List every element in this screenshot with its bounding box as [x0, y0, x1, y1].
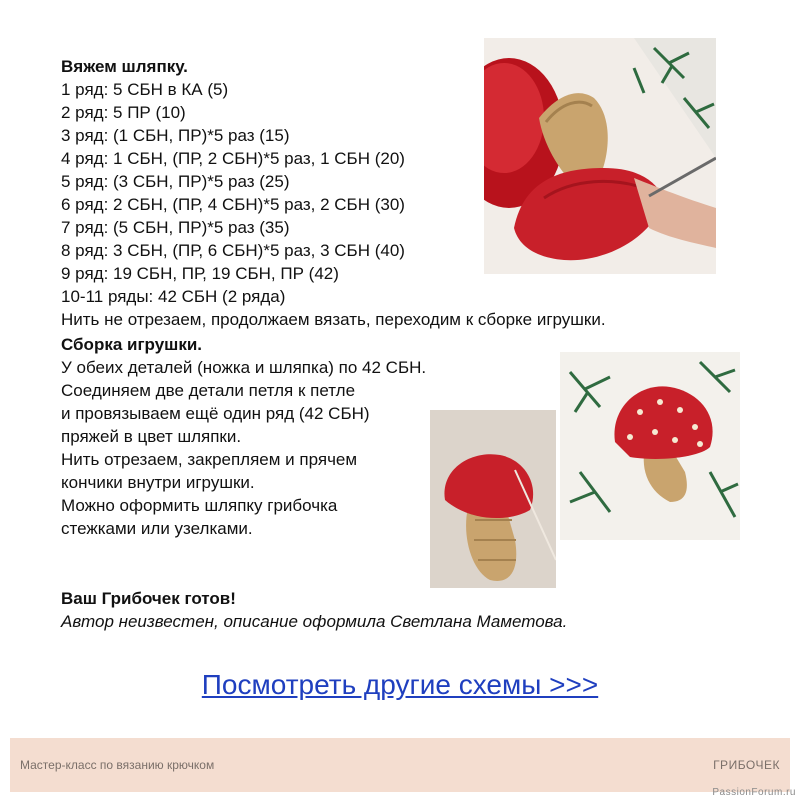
assembly-line: стежками или узелками. — [61, 519, 253, 538]
photo-assembly — [430, 410, 556, 588]
photo-crocheting-cap — [484, 38, 716, 274]
assembly-line: Нить отрезаем, закрепляем и прячем — [61, 450, 358, 469]
section-title-assembly: Сборка игрушки. — [61, 335, 203, 354]
pattern-row: 9 ряд: 19 СБН, ПР, 19 СБН, ПР (42) — [61, 264, 339, 283]
footer-banner — [10, 738, 790, 792]
pattern-row: 5 ряд: (3 СБН, ПР)*5 раз (25) — [61, 172, 290, 191]
pattern-row: 6 ряд: 2 СБН, (ПР, 4 СБН)*5 раз, 2 СБН (30) — [61, 195, 405, 214]
footer-category: Мастер-класс по вязанию крючком — [20, 758, 215, 772]
assembly-line: У обеих деталей (ножка и шляпка) по 42 СБН. — [61, 358, 427, 377]
assembly-line: Можно оформить шляпку грибочка — [61, 496, 338, 515]
pattern-row: 1 ряд: 5 СБН в КА (5) — [61, 80, 229, 99]
pattern-row: 7 ряд: (5 СБН, ПР)*5 раз (35) — [61, 218, 290, 237]
author-credit: Автор неизвестен, описание оформила Светлана Маметова. — [61, 612, 568, 631]
section-title-cap: Вяжем шляпку. — [61, 57, 188, 76]
done-heading: Ваш Грибочек готов! — [61, 589, 236, 608]
photo-finished-mushroom — [560, 352, 740, 540]
pattern-row: 2 ряд: 5 ПР (10) — [61, 103, 186, 122]
pattern-row: 10-11 ряды: 42 СБН (2 ряда) — [61, 287, 286, 306]
pattern-row: 4 ряд: 1 СБН, (ПР, 2 СБН)*5 раз, 1 СБН (20) — [61, 149, 405, 168]
watermark: PassionForum.ru — [712, 787, 796, 798]
assembly-line: кончики внутри игрушки. — [61, 473, 255, 492]
assembly-line: и провязываем ещё один ряд (42 СБН) — [61, 404, 370, 423]
footer-title: ГРИБОЧЕК — [713, 758, 780, 772]
assembly-line: Соединяем две детали петля к петле — [61, 381, 356, 400]
pattern-note: Нить не отрезаем, продолжаем вязать, переходим к сборке игрушки. — [61, 310, 606, 329]
pattern-row: 3 ряд: (1 СБН, ПР)*5 раз (15) — [61, 126, 290, 145]
more-patterns-link[interactable]: Посмотреть другие схемы >>> — [201, 669, 599, 700]
pattern-row: 8 ряд: 3 СБН, (ПР, 6 СБН)*5 раз, 3 СБН (40) — [61, 241, 405, 260]
assembly-line: пряжей в цвет шляпки. — [61, 427, 242, 446]
